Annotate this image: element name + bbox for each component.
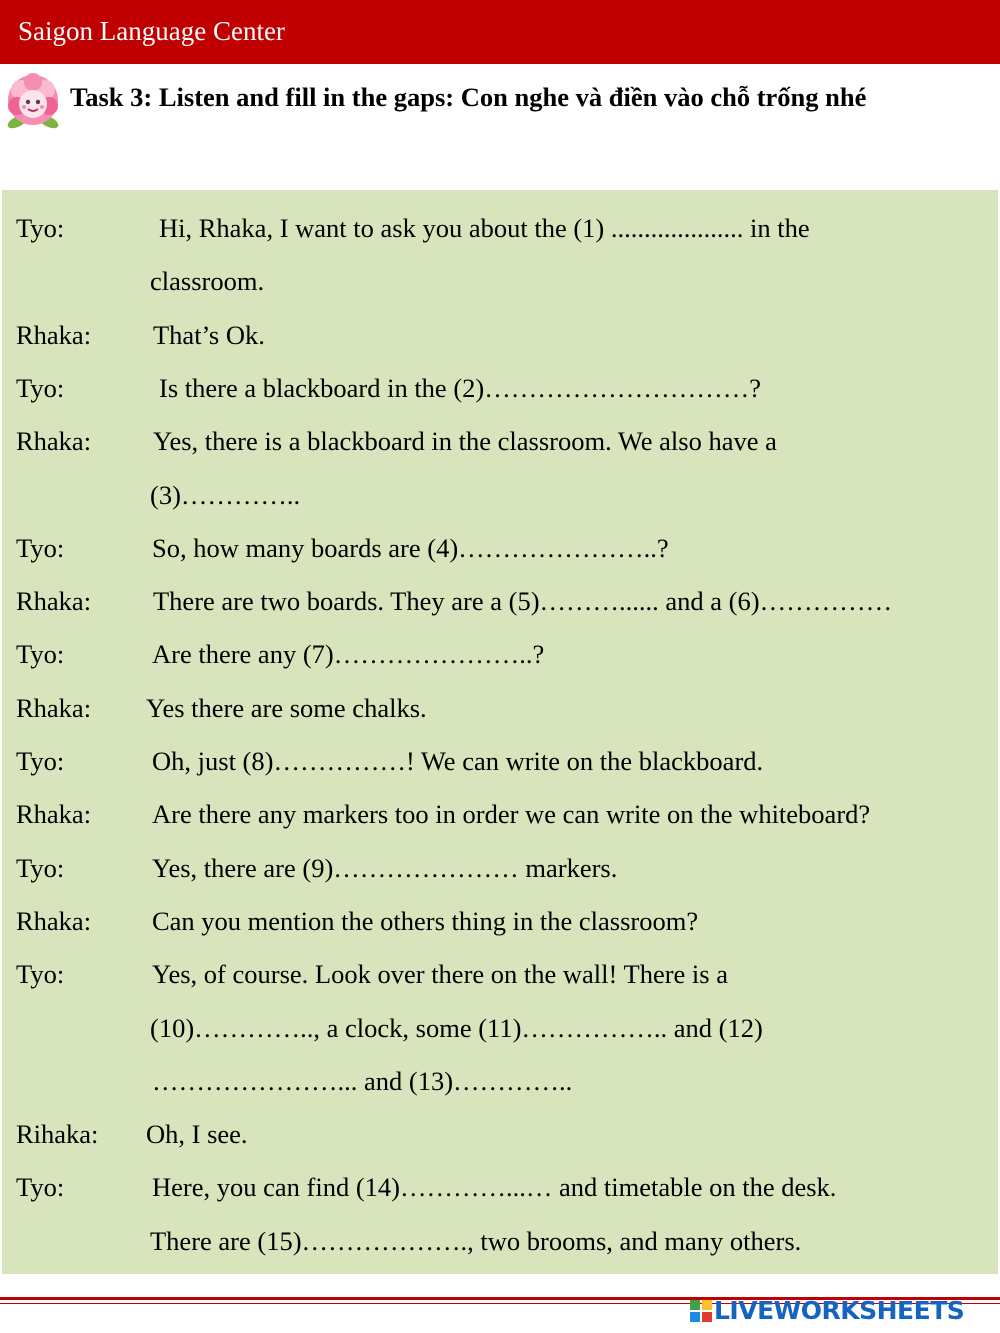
speaker-label: Tyo: [16,852,65,883]
speaker-label: Tyo: [16,532,65,563]
utterance-text: (3)………….. [150,479,301,510]
dialog-line [2,368,998,408]
dialog-line [2,421,998,461]
header-bar [0,0,1000,64]
speaker-label: Rhaka: [16,319,92,350]
speaker-label: Rhaka: [16,426,92,457]
speaker-label: Tyo: [16,1172,65,1203]
liveworksheets-logo[interactable] [690,1296,990,1326]
speaker-label: Rhaka: [16,799,92,830]
speaker-label: Tyo: [16,213,65,243]
speaker-label: Rihaka: [16,1119,99,1150]
flower-icon [3,70,63,132]
dialog-box [2,190,998,1274]
logo-text: LIVEWORKSHEETS [714,1296,965,1325]
dialog-line [2,688,998,728]
utterance-text: Are there any (7)…………………..? [152,639,545,670]
speaker-label: Tyo: [16,746,65,776]
speaker-label: Tyo: [16,959,65,990]
speaker-label: Rhaka: [16,692,92,723]
utterance-text: There are (15)………………., two brooms, and many others. [150,1225,802,1256]
dialog-line [2,741,998,781]
utterance-text: Yes there are some chalks. [146,692,427,723]
utterance-text: Yes, of course. Look over there on the wall! There is a [152,959,728,990]
speaker-label: Rhaka: [16,586,92,617]
utterance-text: Are there any markers too in order we can write on the whiteboard? [152,799,871,830]
dialog-line [2,954,998,994]
dialog-line [2,794,998,834]
utterance-text: Oh, I see. [146,1119,248,1150]
dialog-line [2,1061,998,1101]
dialog-line [2,1008,998,1048]
dialog-line [2,261,998,301]
dialog-line [2,901,998,941]
utterance-text: That’s Ok. [153,319,265,350]
dialog-line [2,315,998,355]
dialog-line [2,475,998,515]
utterance-text: Can you mention the others thing in the classroom? [152,905,699,936]
dialog-line [2,581,998,621]
utterance-text: Here, you can find (14)…………...… and timetable on the desk. [152,1172,837,1203]
utterance-text: (10)………….., a clock, some (11)…………….. and (12) [150,1012,763,1043]
utterance-text: classroom. [150,266,265,297]
task-title: Task 3: Listen and fill in the gaps: Con nghe và điền vào chỗ trống nhé [70,82,867,112]
dialog-line [2,528,998,568]
dialog-line [2,1167,998,1207]
speaker-label: Tyo: [16,639,65,670]
utterance-text: Yes, there are (9)………………… markers. [152,852,618,883]
dialog-line [2,1114,998,1154]
utterance-text: Yes, there is a blackboard in the classroom. We also have a [153,426,777,457]
speaker-label: Rhaka: [16,905,92,936]
utterance-text: …………………... and (13)………….. [152,1065,573,1096]
dialog-line [2,1221,998,1261]
utterance-text: There are two boards. They are a (5)………...... and a (6)…………… [153,586,893,617]
header-title: Saigon Language Center [18,16,285,46]
utterance-text: So, how many boards are (4)…………………..? [152,532,669,563]
speaker-label: Tyo: [16,372,65,403]
utterance-text: Hi, Rhaka, I want to ask you about the (1) .................... in the [159,213,810,243]
dialog-line [2,208,998,248]
dialog-line [2,848,998,888]
utterance-text: Oh, just (8)……………! We can write on the blackboard. [152,746,764,776]
dialog-line [2,634,998,674]
logo-squares-icon [690,1300,712,1322]
utterance-text: Is there a blackboard in the (2)…………………………? [159,372,761,403]
